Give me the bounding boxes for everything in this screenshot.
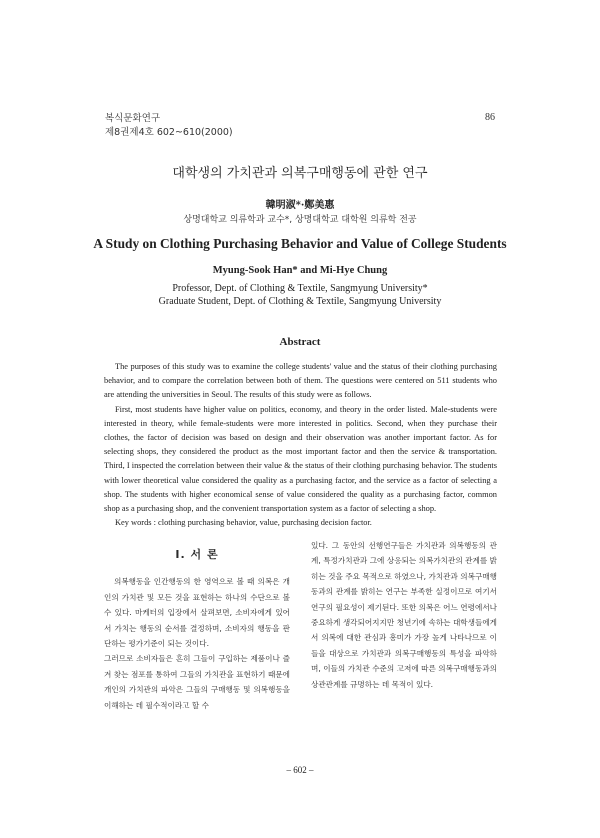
abstract-heading: Abstract (279, 336, 321, 348)
body-paragraph: 그러므로 소비자들은 흔히 그들이 구입하는 제품이나 즐겨 찾는 점포를 통하여 그들의 가치관을 표현하기 때문에 개인의 가치관의 파악은 그들의 구매행동 및 의복행동을 이해하는 데 필수적이라고 할 수 (104, 654, 290, 710)
journal-page-number: 86 (485, 112, 495, 123)
journal-volume: 제8권제4호 602~610(2000) (105, 127, 233, 138)
intro-left-column (104, 547, 290, 713)
authors-english: Myung-Sook Han* and Mi-Hye Chung (212, 265, 388, 276)
paper-title-korean: 대학생의 가치관과 의복구매행동에 관한 연구 (172, 166, 428, 181)
authors-korean: 韓明淑*·鄭美惠 (265, 200, 335, 211)
keywords: Key words : clothing purchasing behavior, value, purchasing decision factor. (115, 518, 372, 528)
affiliation-korean: 상명대학교 의류학과 교수*, 상명대학교 대학원 의류학 전공 (183, 215, 417, 225)
journal-info (105, 112, 233, 140)
affiliation-english (0, 282, 600, 308)
footer-page-number: – 602 – (286, 765, 314, 775)
abstract-paragraph: First, most students have higher value on politics, economy, and theory in the order listed. Male-students were interested in theory, while female-students were more interested in politics. Second, when they purchase their clothes, the factor of decision was based on design and their observation was another important factor. As for selecting shops, they considered the product as the most important factor and then the service & transportation. Third, I inspected the correlation between their value & the status of their clothing purchasing behavior. The students with lower theoretical value considered the quality as a purchasing factor, and the service as a factor of selecting a shop. The students with higher economical sense of value considered the quality as a purchasing factor, common shop as a purchasing shop, and the convenient transportation system as a factor of selecting a shop. (104, 404, 497, 514)
body-paragraph: 의복행동을 인간행동의 한 영역으로 볼 때 의복은 개인의 가치관 및 모든 것을 표현하는 하나의 수단으로 볼 수 있다. 마케터의 입장에서 살펴보면, 소비자에게 있어서 가치는 행동의 순서를 결정하며, 소비자의 행동을 판단하는 평가기준이 되는 것이다. (104, 577, 290, 649)
abstract-body (104, 360, 497, 530)
affiliation-professor: Professor, Dept. of Clothing & Textile, Sangmyung University* (172, 283, 428, 294)
journal-name: 복식문화연구 (105, 113, 161, 124)
intro-right-column (311, 538, 497, 692)
affiliation-student: Graduate Student, Dept. of Clothing & Textile, Sangmyung University (158, 296, 442, 307)
abstract-paragraph: The purposes of this study was to examine the college students' value and the status of their clothing purchasing behavior, and to compare the correlation between both of them. The questions were centered on 511 students who are attending the universities in Seoul. The results of this study were as follows. (104, 362, 497, 400)
paper-title-english: A Study on Clothing Purchasing Behavior and Value of College Students (93, 236, 507, 251)
body-paragraph: 있다. 그 동안의 선행연구들은 가치관과 의복행동의 관계, 특정가치관과 그에 상응되는 의복가치관의 관계를 밝히는 것을 주요 목적으로 하였으나, 가치관과 의복구매행동과의 관계를 밝히는 연구는 부족한 실정이므로 여기서 연구의 필요성이 제기된다. 또한 의복은 어느 연령에서나 중요하게 생각되어지지만 청년기에 속하는 대학생들에게서 의복에 대한 관심과 흥미가 가장 높게 나타나므로 이들을 대상으로 가치관과 의복구매행동의 특성을 파악하며, 이들의 가치관 수준의 고저에 따른 의복구매행동과의 상관관계를 규명하는 데 목적이 있다. (311, 541, 497, 689)
section-heading-introduction: I. 서 론 (175, 548, 219, 561)
